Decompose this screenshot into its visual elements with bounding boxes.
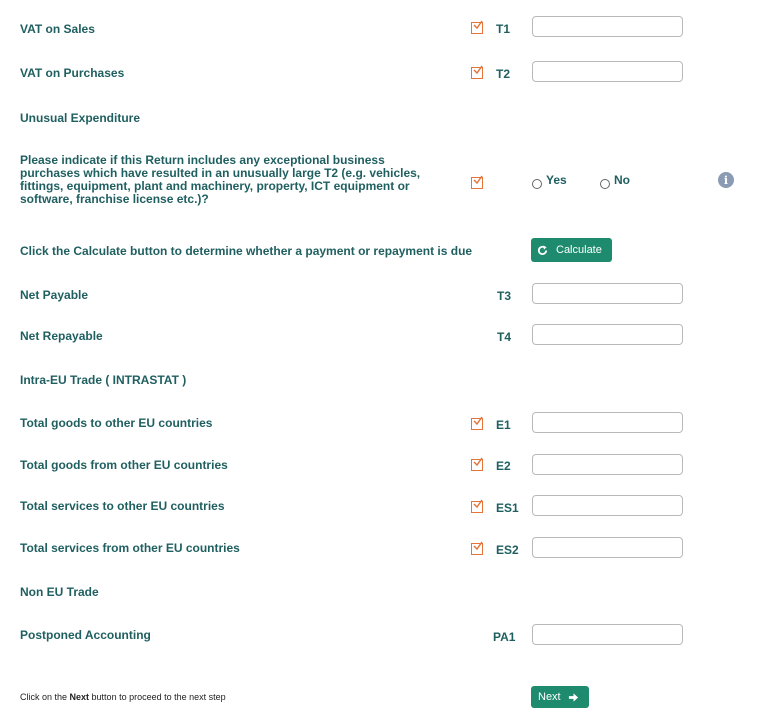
t3-input[interactable] <box>532 283 683 304</box>
footer-prefix: Click on the <box>20 692 70 702</box>
vat-sales-label: VAT on Sales <box>20 22 95 36</box>
e1-code: E1 <box>496 418 511 432</box>
pa1-label: Postponed Accounting <box>20 628 151 642</box>
non-eu-heading: Non EU Trade <box>20 585 99 599</box>
unusual-expenditure-question <box>20 154 450 206</box>
es2-input[interactable] <box>532 537 683 558</box>
vat-purchases-code: T2 <box>496 67 511 81</box>
vat-purchases-check-icon <box>471 67 483 79</box>
no-radio-label[interactable]: No <box>614 173 630 187</box>
calculate-button-label: Calculate <box>556 244 602 256</box>
vat-sales-code: T1 <box>496 22 511 36</box>
t4-input[interactable] <box>532 324 683 345</box>
question-line: software, franchise license etc.)? <box>20 192 209 206</box>
net-repayable-code: T4 <box>497 330 512 344</box>
question-line: purchases which have resulted in an unusually large T2 (e.g. vehicles, <box>20 166 421 180</box>
next-button-label: Next <box>538 691 561 703</box>
refresh-icon <box>537 245 548 256</box>
vat-sales-check-icon <box>471 22 483 34</box>
footer-instruction <box>20 692 226 702</box>
net-repayable-label: Net Repayable <box>20 329 103 343</box>
info-icon[interactable]: i <box>718 172 734 188</box>
es2-code: ES2 <box>496 543 519 557</box>
arrow-right-icon <box>568 692 579 703</box>
es2-check-icon <box>471 543 483 555</box>
pa1-code: PA1 <box>493 630 516 644</box>
calculate-instruction: Click the Calculate button to determine whether a payment or repayment is due <box>20 244 473 258</box>
next-button[interactable] <box>531 686 589 708</box>
calculate-button[interactable] <box>531 238 612 262</box>
t1-input[interactable] <box>532 16 683 37</box>
es1-code: ES1 <box>496 501 519 515</box>
e2-code: E2 <box>496 459 511 473</box>
e2-input[interactable] <box>532 454 683 475</box>
e1-input[interactable] <box>532 412 683 433</box>
yes-radio[interactable] <box>532 179 542 189</box>
footer-next-bold: Next <box>69 692 90 702</box>
no-radio[interactable] <box>600 179 610 189</box>
es1-label: Total services to other EU countries <box>20 499 225 513</box>
net-payable-code: T3 <box>497 289 512 303</box>
unusual-expenditure-heading: Unusual Expenditure <box>20 111 141 125</box>
e1-label: Total goods to other EU countries <box>20 416 213 430</box>
unusual-check-icon <box>471 177 483 189</box>
es1-check-icon <box>471 501 483 513</box>
es2-label: Total services from other EU countries <box>20 541 240 555</box>
t2-input[interactable] <box>532 61 683 82</box>
e2-check-icon <box>471 459 483 471</box>
footer-suffix: button to proceed to the next step <box>89 692 226 702</box>
net-payable-label: Net Payable <box>20 288 89 302</box>
question-line: fittings, equipment, plant and machinery, property, ICT equipment or <box>20 179 410 193</box>
yes-radio-label[interactable]: Yes <box>546 173 567 187</box>
e1-check-icon <box>471 418 483 430</box>
vat-purchases-label: VAT on Purchases <box>20 66 125 80</box>
pa1-input[interactable] <box>532 624 683 645</box>
e2-label: Total goods from other EU countries <box>20 458 228 472</box>
intra-eu-heading: Intra-EU Trade ( INTRASTAT ) <box>20 373 187 387</box>
question-line: Please indicate if this Return includes any exceptional business <box>20 153 385 167</box>
es1-input[interactable] <box>532 495 683 516</box>
